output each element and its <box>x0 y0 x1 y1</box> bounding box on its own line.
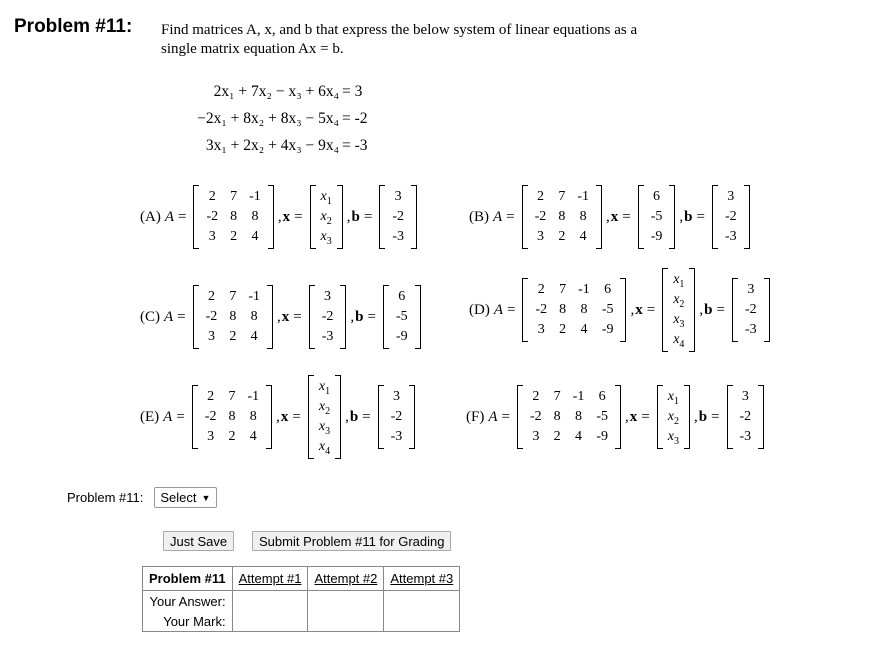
comma: , <box>699 301 704 318</box>
vector-cell: 3 <box>394 189 402 204</box>
matrix-cell: 8 <box>228 409 236 424</box>
equals-sign: = <box>177 308 186 325</box>
comma: , <box>693 408 698 425</box>
vector-x-label: x <box>282 208 291 225</box>
vector-cell: -5 <box>395 309 408 324</box>
vector-x-label: x <box>280 408 289 425</box>
matrix-cell: 6 <box>604 282 612 297</box>
vector-cell: $x_3$ <box>673 312 685 330</box>
matrix-a-label: A <box>493 301 503 318</box>
matrix-cell: 8 <box>229 309 237 324</box>
matrix-a-label: A <box>164 208 174 225</box>
matrix-cell: 2 <box>559 322 567 337</box>
matrix-a <box>522 185 602 249</box>
vector-b-label: b <box>351 208 360 225</box>
option-label: (A) <box>140 208 161 225</box>
matrix-cell: 3 <box>537 322 545 337</box>
option-label: (B) <box>469 208 489 225</box>
matrix-cell: 4 <box>251 229 259 244</box>
vector-cell: -2 <box>724 209 737 224</box>
matrix-cell: -9 <box>596 429 608 444</box>
submit-grading-button[interactable]: Submit Problem #11 for Grading <box>252 531 451 551</box>
matrix-cell: -5 <box>601 302 614 317</box>
matrix-cell: 7 <box>230 189 238 204</box>
answer-select-value: Select <box>160 490 197 505</box>
vector-cell: -3 <box>739 429 752 444</box>
equals-sign: = <box>363 208 373 225</box>
vector-b <box>379 185 417 249</box>
option-f <box>466 385 767 449</box>
matrix-cell: 4 <box>574 429 582 444</box>
matrix-cell: 8 <box>230 209 238 224</box>
vector-cell: 3 <box>392 389 400 404</box>
equals-sign: = <box>646 301 656 318</box>
comma: , <box>276 308 281 325</box>
matrix-cell: -1 <box>577 189 589 204</box>
matrix-cell: 2 <box>207 289 215 304</box>
vector-x-label: x <box>635 301 643 318</box>
option-label: (C) <box>140 308 160 325</box>
vector-cell: -3 <box>390 429 403 444</box>
matrix-cell: 3 <box>536 229 544 244</box>
problem-instructions <box>161 21 721 59</box>
matrix-cell: 4 <box>579 229 587 244</box>
vector-cell: -2 <box>321 309 334 324</box>
comma: , <box>345 408 349 425</box>
matrix-cell: 3 <box>207 329 215 344</box>
just-save-button[interactable]: Just Save <box>163 531 234 551</box>
equals-sign: = <box>501 408 510 425</box>
matrix-cell: 8 <box>250 309 258 324</box>
matrix-cell: 6 <box>598 389 606 404</box>
matrix-cell: 4 <box>249 429 257 444</box>
equals-sign: = <box>294 208 303 225</box>
vector-cell: $x_3$ <box>320 229 332 247</box>
vector-b <box>383 285 421 349</box>
attempt-1-link[interactable]: Attempt #1 <box>232 567 308 591</box>
vector-cell: $x_1$ <box>320 189 332 207</box>
attempt-2-link[interactable]: Attempt #2 <box>308 567 384 591</box>
matrix-a <box>192 385 272 449</box>
matrix-cell: -2 <box>206 209 219 224</box>
vector-x-label: x <box>281 308 290 325</box>
vector-b <box>712 185 750 249</box>
vector-cell: $x_2$ <box>318 399 331 417</box>
matrix-a-label: A <box>488 408 498 425</box>
vector-cell: $x_1$ <box>673 272 685 290</box>
matrix-cell: 2 <box>228 429 236 444</box>
comma: , <box>630 301 635 318</box>
equation-row: 2x₁ + 7x₂ − x₃ + 6x₄ = 3 <box>213 83 363 100</box>
answer-select-row <box>67 487 217 508</box>
matrix-cell: 2 <box>229 329 237 344</box>
option-label: (F) <box>466 408 485 425</box>
option-label: (E) <box>140 408 160 425</box>
vector-cell: -2 <box>392 209 404 224</box>
dropdown-caret-icon: ▼ <box>201 492 211 503</box>
comma: , <box>277 208 282 225</box>
equals-sign: = <box>507 301 516 318</box>
vector-b-label: b <box>684 208 693 225</box>
matrix-a <box>193 285 273 349</box>
attempt-1-cell <box>232 591 308 632</box>
vector-cell: -5 <box>650 209 663 224</box>
vector-cell: 6 <box>653 189 661 204</box>
matrix-a <box>193 185 273 249</box>
equals-sign: = <box>716 301 725 318</box>
equals-sign: = <box>711 408 720 425</box>
option-label: (D) <box>469 301 490 318</box>
vector-b-label: b <box>704 301 713 318</box>
comma: , <box>605 208 610 225</box>
vector-cell: $x_3$ <box>318 419 331 437</box>
attempts-table-corner: Problem #11 <box>143 567 233 591</box>
vector-cell: $x_2$ <box>320 209 332 227</box>
matrix-cell: -1 <box>578 282 590 297</box>
matrix-cell: 2 <box>207 389 215 404</box>
vector-cell: -3 <box>321 329 334 344</box>
equals-sign: = <box>696 208 705 225</box>
equals-sign: = <box>622 208 631 225</box>
equation-row: 3x₁ + 2x₂ + 4x₃ − 9x₄ = -3 <box>205 137 368 154</box>
matrix-cell: 7 <box>558 189 566 204</box>
equals-sign: = <box>292 408 301 425</box>
vector-x <box>662 268 695 352</box>
option-b <box>469 185 753 249</box>
vector-x-label: x <box>629 408 638 425</box>
problem-heading: Problem #11: <box>14 16 133 37</box>
matrix-a-label: A <box>163 408 173 425</box>
equation-system <box>174 78 368 159</box>
comma: , <box>679 208 684 225</box>
vector-cell: -3 <box>392 229 404 244</box>
matrix-cell: 7 <box>229 289 237 304</box>
attempt-2-cell <box>308 591 384 632</box>
matrix-cell: -1 <box>572 389 585 404</box>
comma: , <box>625 408 629 425</box>
equals-sign: = <box>293 308 302 325</box>
attempt-3-link[interactable]: Attempt #3 <box>384 567 460 591</box>
matrix-cell: -1 <box>248 289 260 304</box>
attempt-3-cell <box>384 591 460 632</box>
matrix-cell: 8 <box>579 209 587 224</box>
vector-x <box>657 385 690 449</box>
matrix-cell: 8 <box>249 409 257 424</box>
vector-b <box>378 385 416 449</box>
matrix-a <box>517 385 621 449</box>
vector-cell: -2 <box>390 409 403 424</box>
vector-cell: $x_4$ <box>318 439 331 457</box>
matrix-cell: 4 <box>580 322 588 337</box>
vector-cell: -9 <box>650 229 663 244</box>
vector-b-label: b <box>349 408 359 425</box>
vector-cell: $x_1$ <box>318 379 331 397</box>
vector-x-label: x <box>610 208 619 225</box>
equals-sign: = <box>641 408 650 425</box>
matrix-cell: 3 <box>207 429 215 444</box>
matrix-cell: -2 <box>535 302 548 317</box>
matrix-cell: 8 <box>559 302 567 317</box>
vector-cell: $x_3$ <box>667 429 679 447</box>
equals-sign: = <box>367 308 376 325</box>
vector-b-label: b <box>355 308 364 325</box>
equals-sign: = <box>362 408 371 425</box>
vector-x <box>309 285 347 349</box>
vector-cell: 3 <box>324 289 332 304</box>
vector-cell: -9 <box>395 329 408 344</box>
comma: , <box>346 208 351 225</box>
your-answer-label: Your Answer: <box>143 591 233 612</box>
matrix-cell: 7 <box>559 282 567 297</box>
answer-select-label: Problem #11: <box>67 490 144 505</box>
matrix-cell: 7 <box>553 389 561 404</box>
your-mark-label: Your Mark: <box>143 611 233 632</box>
option-a <box>140 185 420 249</box>
vector-cell: $x_2$ <box>667 409 679 427</box>
vector-b <box>727 385 765 449</box>
vector-cell: -3 <box>724 229 737 244</box>
matrix-a-label: A <box>493 208 503 225</box>
equals-sign: = <box>178 208 187 225</box>
matrix-cell: 2 <box>230 229 238 244</box>
matrix-cell: 2 <box>208 189 216 204</box>
vector-b-label: b <box>698 408 708 425</box>
matrix-cell: -1 <box>249 189 261 204</box>
vector-cell: $x_2$ <box>673 292 685 310</box>
matrix-cell: 8 <box>251 209 259 224</box>
vector-cell: $x_4$ <box>673 332 685 350</box>
option-c <box>140 285 424 349</box>
matrix-cell: 2 <box>536 189 544 204</box>
instructions-line-2: single matrix equation Ax = b. <box>161 41 344 57</box>
vector-cell: -2 <box>744 302 757 317</box>
option-e <box>140 375 418 459</box>
matrix-cell: -5 <box>596 409 608 424</box>
vector-cell: -3 <box>744 322 757 337</box>
vector-cell: -2 <box>739 409 752 424</box>
matrix-a <box>522 278 626 342</box>
vector-x <box>308 375 341 459</box>
matrix-cell: -2 <box>534 209 547 224</box>
matrix-cell: 8 <box>574 409 582 424</box>
vector-x <box>638 185 676 249</box>
matrix-cell: 7 <box>228 389 236 404</box>
vector-cell: $x_1$ <box>667 389 679 407</box>
vector-x <box>310 185 343 249</box>
matrix-cell: -2 <box>205 309 218 324</box>
equation-row: −2x₁ + 8x₂ + 8x₃ − 5x₄ = -2 <box>197 110 368 127</box>
matrix-cell: 2 <box>532 389 540 404</box>
matrix-cell: 2 <box>553 429 561 444</box>
vector-cell: 3 <box>741 389 749 404</box>
attempts-table <box>142 566 460 632</box>
matrix-cell: 2 <box>537 282 545 297</box>
matrix-cell: -1 <box>247 389 260 404</box>
matrix-cell: 3 <box>532 429 540 444</box>
matrix-cell: 8 <box>580 302 588 317</box>
vector-cell: 3 <box>727 189 735 204</box>
matrix-cell: 3 <box>208 229 216 244</box>
equals-sign: = <box>506 208 515 225</box>
matrix-a-label: A <box>164 308 174 325</box>
comma: , <box>276 408 280 425</box>
equals-sign: = <box>176 408 185 425</box>
matrix-cell: -9 <box>601 322 614 337</box>
matrix-cell: -2 <box>204 409 217 424</box>
vector-b <box>732 278 770 342</box>
answer-select[interactable] <box>154 487 217 508</box>
matrix-cell: 4 <box>250 329 258 344</box>
matrix-cell: 8 <box>553 409 561 424</box>
option-d <box>469 268 773 352</box>
matrix-cell: 2 <box>558 229 566 244</box>
vector-cell: 3 <box>747 282 755 297</box>
instructions-line-1: Find matrices A, x, and b that express the below system of linear equations as a <box>161 22 638 38</box>
matrix-cell: 8 <box>558 209 566 224</box>
comma: , <box>350 308 355 325</box>
vector-cell: 6 <box>398 289 406 304</box>
matrix-cell: -2 <box>529 409 542 424</box>
